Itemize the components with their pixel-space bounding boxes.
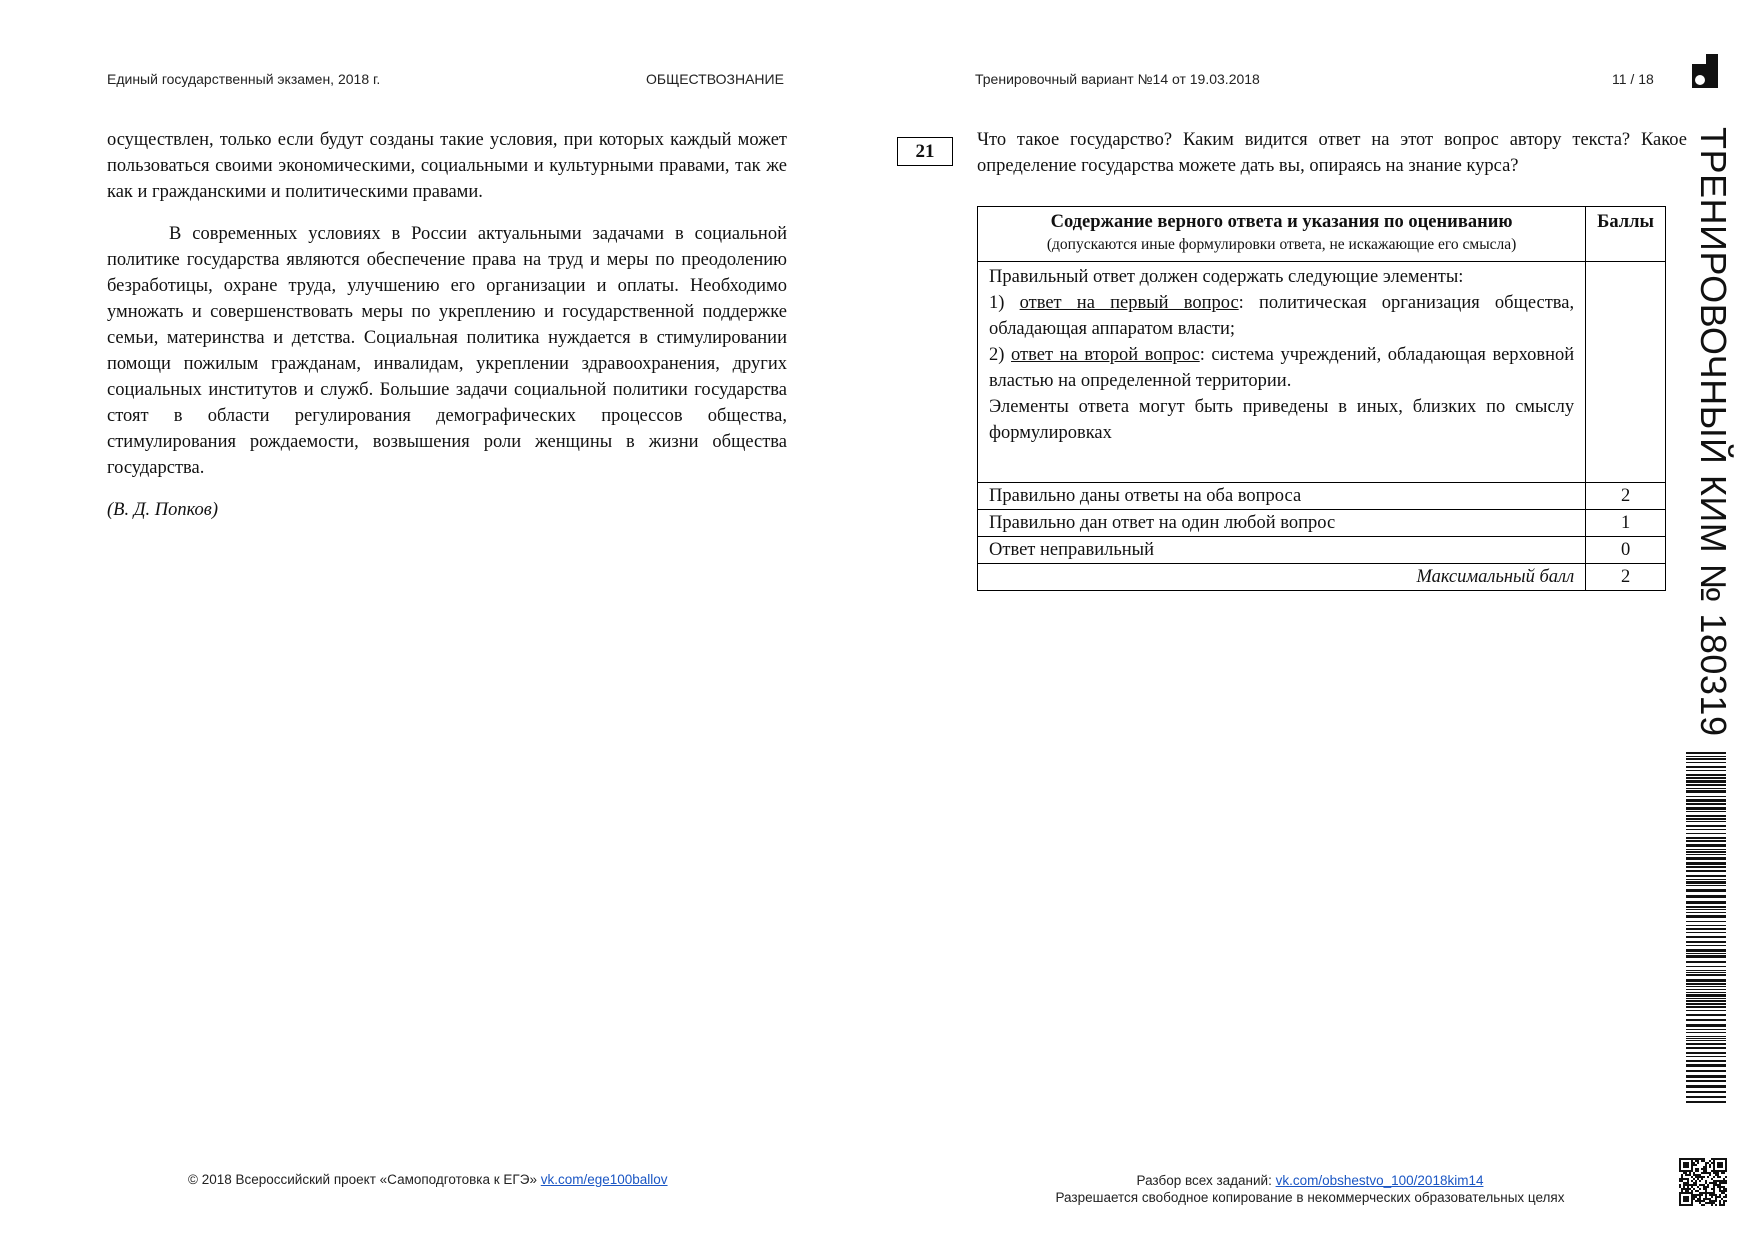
table-max-row [978,564,1666,591]
exam-logo-icon [1692,54,1718,88]
answer-content-cell [978,262,1586,483]
item-1-label: ответ на первый вопрос [1019,293,1239,313]
item-2-text: : система учреждений, обладающая верховной властью на определенной территории. [989,345,1575,391]
header-page-number: 11 / 18 [1612,71,1654,87]
item-1-text: : политическая организация общества, обладающая аппаратом власти; [989,293,1575,339]
footer-copyright: © 2018 Всероссийский проект «Самоподготовка к ЕГЭ» [188,1172,537,1187]
content-item-2 [989,342,1574,394]
content-intro: Правильный ответ должен содержать следующие элементы: [989,267,1464,287]
answer-criteria-table [977,206,1666,591]
score-row-label: Правильно даны ответы на оба вопроса [978,483,1586,510]
table-row [978,537,1666,564]
item-2-label: ответ на второй вопрос [1011,345,1200,365]
item-2-number: 2) [989,345,1005,365]
passage-paragraph-1: осуществлен, только если будут созданы такие условия, при которых каждый может пользоваться своими экономическими, социальными и культурными правами, так же как и гражданскими и политическими правами. [107,130,787,202]
table-row [978,510,1666,537]
content-note: Элементы ответа могут быть приведены в иных, близких по смыслу формулировках [989,397,1575,443]
content-item-1 [989,290,1574,342]
table-content-row [978,262,1666,483]
header-variant: Тренировочный вариант №14 от 19.03.2018 [975,71,1260,87]
table-row [978,483,1666,510]
footer-tasks-label: Разбор всех заданий: [1136,1173,1272,1188]
passage-author: (В. Д. Попков) [107,500,218,520]
vertical-title-text: ТРЕНИРОВОЧНЫЙ КИМ № 180319 [1693,127,1734,737]
question-number-box: 21 [897,137,953,166]
passage-text [107,127,787,539]
table-header-main: Содержание верного ответа и указания по оцениванию [1050,212,1513,232]
footer-right [1030,1172,1590,1206]
table-header-row [978,207,1666,262]
barcode-icon [1686,752,1726,1104]
score-row-points: 2 [1586,483,1666,510]
footer-right-line-1 [1030,1172,1590,1189]
footer-left [188,1172,668,1187]
table-header-sub: (допускаются иные формулировки ответа, не искажающие его смысла) [1046,236,1517,253]
table-header-points: Баллы [1586,207,1666,262]
header-subject: ОБЩЕСТВОЗНАНИЕ [646,71,784,87]
content-points-empty [1586,262,1666,483]
table-header-content [978,207,1586,262]
footer-left-link[interactable]: vk.com/ege100ballov [540,1172,668,1187]
qr-code-icon [1679,1158,1727,1206]
passage-paragraph-2: В современных условиях в России актуальными задачами в социальной политике государства являются обеспечение права на труд и меры по преодолению безработицы, охране труда, улучшению его организации и оплаты. Необходимо умножать и совершенствовать меры по укреплению и государственной поддержке семьи, материнства и детства. Социальная политика нуждается в стимулировании помощи пожилым гражданам, инвалидам, укреплении здравоохранения, других социальных институтов и служб. Большие задачи социальной политики государства стоят в области регулирования демографических процессов общества, стимулирования рождаемости, возвышения роли женщины в жизни общества государства. [107,224,787,478]
footer-right-link[interactable]: vk.com/obshestvo_100/2018kim14 [1275,1173,1484,1188]
header-exam: Единый государственный экзамен, 2018 г. [107,71,381,87]
vertical-title [1690,127,1740,737]
score-row-label: Правильно дан ответ на один любой вопрос [978,510,1586,537]
score-row-points: 1 [1586,510,1666,537]
score-row-label: Ответ неправильный [978,537,1586,564]
question-text: Что такое государство? Каким видится ответ на этот вопрос автору текста? Какое определение государства можете дать вы, опираясь на знание курса? [977,130,1687,176]
max-score-points: 2 [1586,564,1666,591]
score-row-points: 0 [1586,537,1666,564]
footer-copy-note: Разрешается свободное копирование в некоммерческих образовательных целях [1055,1190,1565,1205]
max-score-label: Максимальный балл [978,564,1586,591]
item-1-number: 1) [989,293,1005,313]
